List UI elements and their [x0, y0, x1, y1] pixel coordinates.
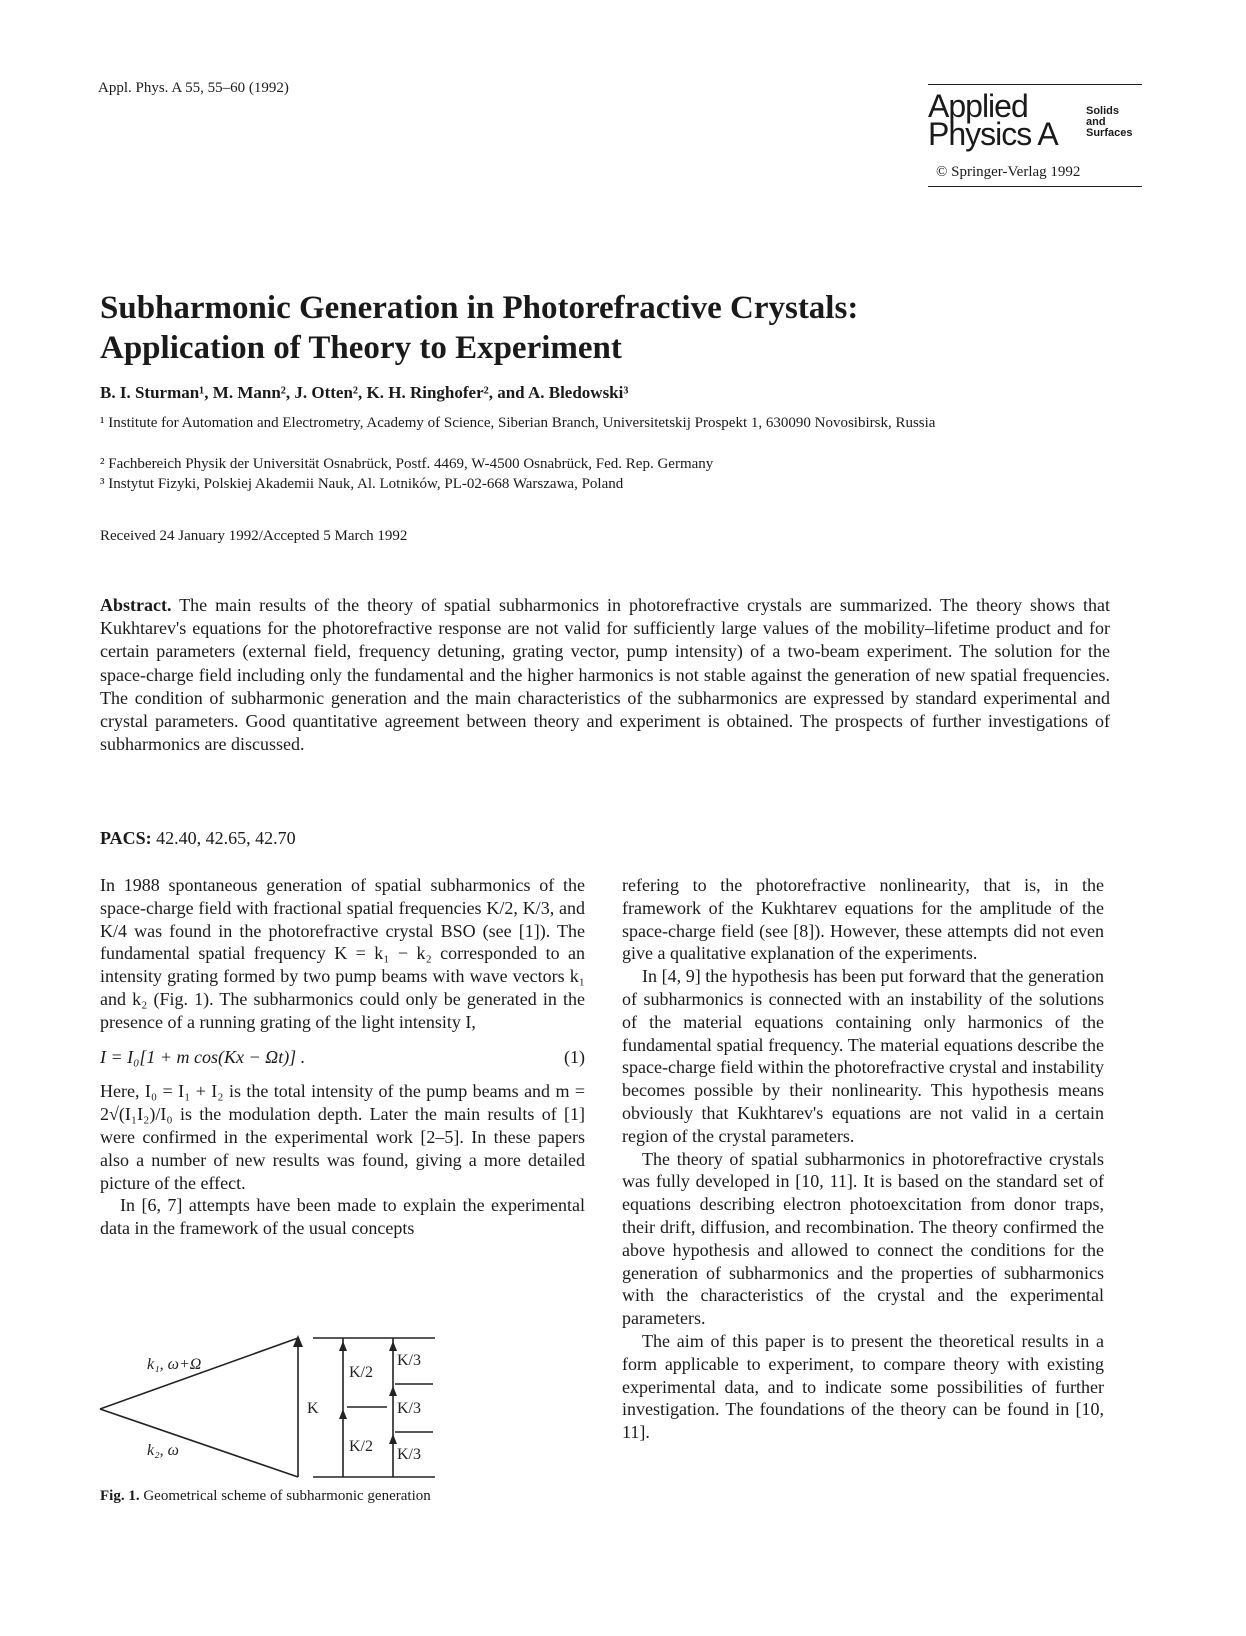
tag-line: Solids	[1086, 105, 1120, 117]
title-line: Application of Theory to Experiment	[100, 330, 622, 366]
k2-label: k₂, ω	[147, 1442, 179, 1459]
title-line: Subharmonic Generation in Photorefractive Crystals:	[100, 290, 859, 326]
K2-label-top: K/2	[349, 1364, 373, 1381]
figure-caption	[100, 1488, 431, 1505]
tag-line: Surfaces	[1086, 127, 1133, 139]
caption-text: Geometrical scheme of subharmonic generation	[143, 1488, 431, 1504]
journal-name-line1: Applied	[928, 88, 1028, 124]
arrowhead	[389, 1341, 397, 1351]
K-label: K	[307, 1400, 319, 1417]
author-list: B. I. Sturman¹, M. Mann², J. Otten², K. H. Ringhofer², and A. Bledowski³	[100, 383, 629, 402]
body-paragraph: The aim of this paper is to present the theoretical results in a form applicable to experiment, to compare theory with existing experimental data, and to indicate some possibilities of further investigation. The foundations of the theory can be found in [10, 11].	[622, 1330, 1104, 1443]
affiliation: ³ Instytut Fizyki, Polskiej Akademii Nauk, Al. Lotników, PL-02-668 Warszawa, Poland	[100, 476, 624, 492]
affiliation: ² Fachbereich Physik der Universität Osnabrück, Postf. 4469, W-4500 Osnabrück, Fed. Rep. Germany	[100, 456, 714, 472]
journal-name-line2: Physics A	[928, 116, 1058, 152]
k1-label: k₁, ω+Ω	[147, 1356, 202, 1373]
pacs-codes	[100, 828, 296, 849]
affiliation: ¹ Institute for Automation and Electrometry, Academy of Science, Siberian Branch, Universitetskij Prospekt 1, 630090 Novosibirsk, Russia	[100, 415, 936, 431]
K3-label-3: K/3	[397, 1446, 421, 1463]
logo-bottom-rule	[928, 186, 1142, 187]
arrowhead	[389, 1434, 397, 1444]
journal-logo	[928, 84, 1142, 180]
logo-top-rule	[928, 84, 1142, 85]
arrowhead	[339, 1409, 347, 1419]
paper-title	[100, 288, 1100, 368]
K3-label-1: K/3	[397, 1352, 421, 1369]
K2-label-bottom: K/2	[349, 1438, 373, 1455]
journal-section-tag	[1086, 106, 1132, 139]
k1-vector-line	[100, 1338, 298, 1409]
abstract-label: Abstract.	[100, 595, 172, 615]
k2-vector-line	[100, 1409, 298, 1477]
body-paragraph: Here, I₀ = I₁ + I₂ is the total intensity of the pump beams and m = 2√(I₁I₂)/I₀ is the modulation depth. Later the main results of [1] were confirmed in the experimental work [2–5]. In these papers also a number of new results was found, giving a more detailed picture of the effect.	[100, 1081, 585, 1193]
tag-line: and	[1086, 116, 1106, 128]
equation: I = I₀[1 + m cos(Kx − Ωt)] .	[100, 1046, 306, 1067]
equation-number: (1)	[564, 1046, 585, 1067]
body-paragraph: In [4, 9] the hypothesis has been put forward that the generation of subharmonics is connected with an instability of the solutions of the material equations containing only harmonics of the fundamental spatial frequency. The material equations describe the space-charge field within the photorefractive crystal and instability becomes possible by their nonlinearity. This hypothesis means obviously that Kukhtarev's equations are not valid in a certain region of the crystal parameters.	[622, 966, 1104, 1146]
pacs-values: 42.40, 42.65, 42.70	[156, 828, 296, 848]
body-paragraph: The theory of spatial subharmonics in photorefractive crystals was fully developed in [10, 11]. It is based on the standard set of equations describing electron photoexcitation from donor traps, their drift, diffusion, and recombination. The theory confirmed the above hypothesis and allowed to connect the conditions for the generation of subharmonics and the properties of subharmonics with the characteristics of the crystal and the experimental parameters.	[622, 1148, 1104, 1329]
received-date: Received 24 January 1992/Accepted 5 March 1992	[100, 528, 408, 544]
body-paragraph: In 1988 spontaneous generation of spatial subharmonics of the space-charge field with fractional spatial frequencies K/2, K/3, and K/4 was found in the photorefractive crystal BSO (see [1]). The fundamental spatial frequency K = k₁ − k₂ corresponded to an intensity grating formed by two pump beams with wave vectors k₁ and k₂ (Fig. 1). The subharmonics could only be generated in the presence of a running grating of the light intensity I,	[100, 875, 585, 1032]
body-paragraph: In [6, 7] attempts have been made to explain the experimental data in the framework of the usual concepts	[100, 1195, 585, 1239]
left-column	[100, 874, 585, 1240]
arrowhead	[293, 1335, 303, 1347]
right-column	[622, 874, 1104, 1444]
journal-citation: Appl. Phys. A 55, 55–60 (1992)	[98, 80, 289, 96]
figure-1-diagram	[95, 1333, 445, 1483]
equation-1	[100, 1046, 585, 1069]
caption-label: Fig. 1.	[100, 1488, 140, 1504]
pacs-label: PACS:	[100, 828, 152, 848]
K3-label-2: K/3	[397, 1400, 421, 1417]
abstract	[100, 594, 1110, 756]
arrowhead	[389, 1386, 397, 1396]
copyright: © Springer-Verlag 1992	[936, 164, 1081, 180]
abstract-text: The main results of the theory of spatial subharmonics in photorefractive crystals are summarized. The theory shows that Kukhtarev's equations for the photorefractive response are not valid for sufficiently large values of the mobility–lifetime product and for certain parameters (external field, frequency detuning, grating vector, pump intensity) of a two-beam experiment. The solution for the space-charge field including only the fundamental and the higher harmonics is not stable against the generation of new spatial frequencies. The condition of subharmonic generation and the main characteristics of the subharmonics are expressed by standard experimental and crystal parameters. Good quantitative agreement between theory and experiment is obtained. The prospects of further investigations of subharmonics are discussed.	[100, 595, 1110, 755]
arrowhead	[339, 1341, 347, 1351]
body-paragraph: refering to the photorefractive nonlinearity, that is, in the framework of the Kukhtarev equations for the amplitude of the space-charge field (see [8]). However, these attempts did not even give a qualitative explanation of the experiments.	[622, 875, 1104, 964]
